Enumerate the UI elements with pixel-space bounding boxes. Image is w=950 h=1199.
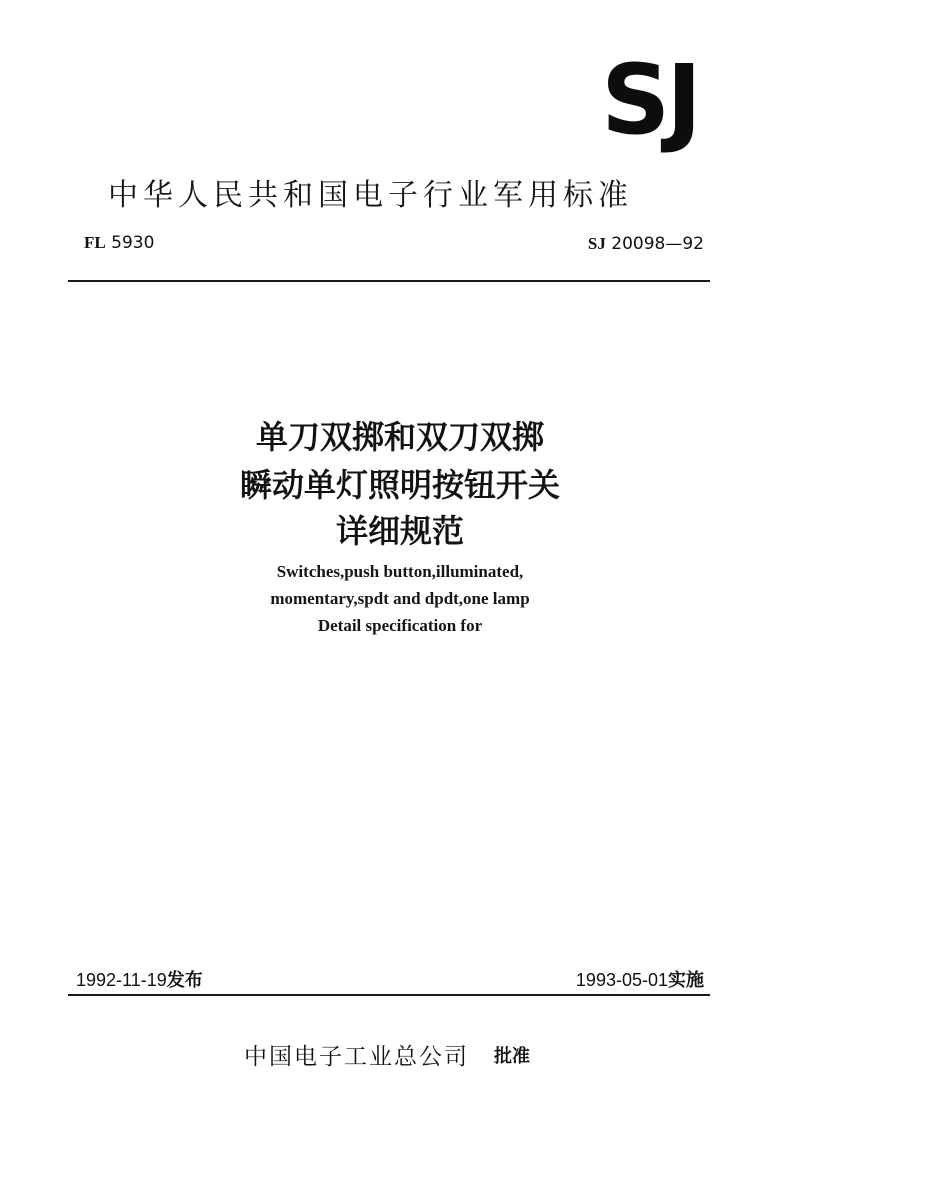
title-en-line-1: Switches,push button,illuminated, [276,562,524,581]
approval-label: 批准 [494,1046,530,1067]
issuing-authority: 中国电子工业总公司 [244,1044,469,1070]
title-zh-line-3: 详细规范 [335,512,464,550]
implementation-date [540,966,704,992]
classification-code [84,233,154,253]
title-zh-line-2: 瞬动单灯照明按钮开关 [239,466,560,504]
top-divider [68,280,710,282]
standard-number [572,234,704,254]
standard-prefix: SJ [587,234,606,253]
implementation-date-value: 1993-05-01 [575,970,668,990]
title-en-line-3: Detail specification for [317,616,483,635]
sj-logo: SJ [601,44,698,156]
implementation-label: 实施 [668,970,704,991]
classification-number: 5930 [111,233,155,253]
standard-category-title: 中华人民共和国电子行业军用标准 [108,178,633,213]
bottom-divider [68,994,710,996]
standard-number-value: 20098—92 [611,234,704,254]
title-en-line-2: momentary,spdt and dpdt,one lamp [270,589,530,608]
title-zh-line-1: 单刀双掷和双刀双掷 [255,418,544,456]
classification-prefix: FL [84,233,106,252]
issue-label: 发布 [166,970,203,991]
issue-date-value: 1992-11-19 [76,970,167,990]
issue-date [76,966,203,992]
